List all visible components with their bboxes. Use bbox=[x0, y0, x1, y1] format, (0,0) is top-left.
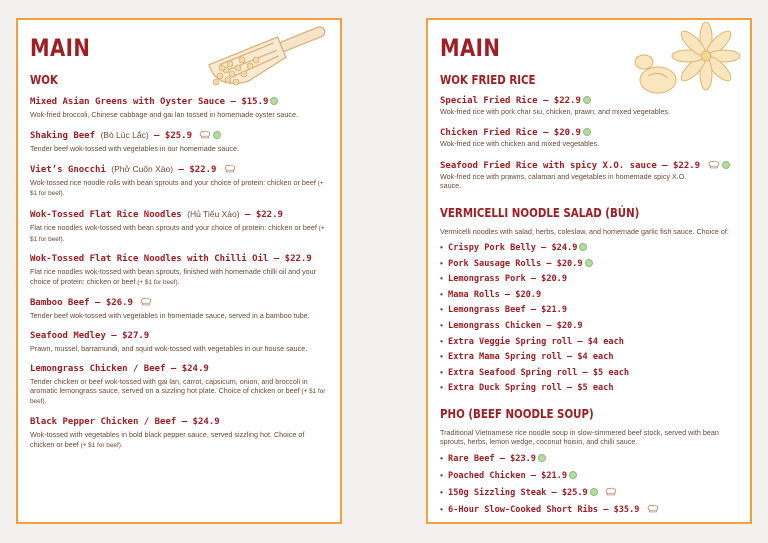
list-item-label: Extra Duck Spring roll – $5 each bbox=[448, 383, 614, 394]
list-item bbox=[440, 484, 738, 501]
list-item bbox=[440, 271, 738, 287]
list-item bbox=[440, 365, 738, 381]
chef-hat-icon bbox=[224, 164, 236, 173]
list-item-label: Mama Rolls – $20.9 bbox=[448, 289, 542, 300]
item-name: Bamboo Beef – $26.9 bbox=[30, 297, 133, 308]
list-item bbox=[440, 302, 738, 318]
list-item bbox=[440, 256, 738, 272]
section-title-vermicelli: VERMICELLI NOODLE SALAD (BÚN) bbox=[440, 204, 640, 220]
chef-hat-icon bbox=[708, 160, 720, 169]
item-name: Wok-Tossed Flat Rice Noodles bbox=[30, 210, 182, 221]
list-item bbox=[440, 501, 738, 518]
menu-item bbox=[30, 129, 328, 153]
list-item-label: Poached Chicken – $21.9 bbox=[448, 470, 568, 481]
menu-item bbox=[30, 416, 328, 450]
list-item bbox=[440, 287, 738, 303]
item-description: Flat rice noodles wok-tossed with bean sprouts, finished with homemade chilli oil and your choice of protein: chicken or beef bbox=[30, 267, 317, 286]
item-name: Black Pepper Chicken / Beef – $24.9 bbox=[30, 417, 220, 428]
item-price: – $22.9 bbox=[239, 210, 283, 221]
list-item-label: Lemongrass Beef – $21.9 bbox=[448, 305, 568, 316]
item-vietnamese-name: (Hủ Tiếu Xào) bbox=[187, 209, 240, 220]
item-description: Wok-fried rice with chicken and mixed vegetables. bbox=[440, 139, 600, 149]
menu-page-right bbox=[426, 18, 752, 524]
item-price: – $25.9 bbox=[148, 130, 193, 141]
list-item bbox=[440, 349, 738, 365]
item-note: (+ $1 for beef). bbox=[30, 179, 324, 198]
page-title: MAIN bbox=[440, 34, 501, 62]
menu-item bbox=[440, 127, 738, 148]
menu-item bbox=[30, 163, 328, 199]
list-item bbox=[440, 318, 738, 334]
item-description: Flat rice noodles wok-tossed with bean sprouts and your choice of protein: chicken or beef bbox=[30, 223, 317, 233]
item-description: Tender beef wok-tossed with vegetables in our homemade sauce. bbox=[30, 143, 239, 153]
item-description: Tender beef wok-tossed with vegetables in homemade sauce, served in a bamboo tube. bbox=[30, 310, 310, 320]
list-item bbox=[440, 334, 738, 350]
item-name: Chicken Fried Rice – $20.9 bbox=[440, 128, 581, 139]
section-title-wok-fried-rice: WOK FRIED RICE bbox=[440, 72, 536, 87]
section-title-pho: PHO (BEEF NOODLE SOUP) bbox=[440, 405, 594, 421]
page-title: MAIN bbox=[30, 34, 91, 62]
item-description: Wok-fried rice with prawns, calamari and vegetables in homemade spicy X.O. sauce. bbox=[440, 171, 687, 191]
item-name: Special Fried Rice – $22.9 bbox=[440, 96, 581, 106]
item-name: Viet’s Gnocchi bbox=[30, 164, 106, 175]
chef-hat-icon bbox=[605, 487, 617, 496]
item-note: (+ $1 for beef). bbox=[30, 225, 325, 243]
leaf-circle-icon bbox=[583, 128, 591, 136]
leaf-circle-icon bbox=[213, 131, 221, 139]
item-description: Prawn, mussel, barramundi, and squid wok-tossed with vegetables in our house sauce. bbox=[30, 343, 308, 353]
menu-item bbox=[30, 208, 328, 244]
list-item bbox=[440, 450, 738, 467]
item-description: Tender chicken or beef wok-tossed with gai lan, carrot, capsicum, onion, and broccoli in aromatic lemongrass sauce, served on a sizzling hot plate. Choice of chicken or beef bbox=[30, 376, 308, 395]
item-description: Wok-fried broccoli, Chinese cabbage and gai lan tossed in homemade oyster sauce. bbox=[30, 110, 298, 119]
leaf-circle-icon bbox=[569, 471, 577, 479]
section-title-wok: WOK bbox=[30, 72, 58, 87]
list-item-label: Crispy Pork Belly – $24.9 bbox=[448, 243, 578, 254]
vermicelli-list bbox=[440, 240, 738, 396]
item-note: (+ $1 for beef). bbox=[135, 278, 180, 286]
item-name: Seafood Fried Rice with spicy X.O. sauce – $22.9 bbox=[440, 160, 701, 171]
leaf-circle-icon bbox=[538, 454, 546, 462]
chef-hat-icon bbox=[140, 297, 152, 306]
item-description: Wok-tossed with vegetables in bold black pepper sauce, served sizzling hot. Choice of chicken or beef bbox=[30, 430, 305, 449]
list-item-label: Rare Beef – $23.9 bbox=[448, 453, 536, 464]
list-item bbox=[440, 467, 738, 484]
leaf-circle-icon bbox=[585, 259, 593, 267]
item-vietnamese-name: (Bò Lúc Lắc) bbox=[100, 129, 149, 140]
section-intro: Traditional Vietnamese rice noodle soup in slow-simmered beef stock, served with bean sprouts, herbs, lemon wedge, coconut hoisin, and chilli sauce. bbox=[440, 427, 719, 447]
menu-page-left bbox=[16, 18, 342, 524]
item-name: Mixed Asian Greens with Oyster Sauce – $15.9 bbox=[30, 97, 269, 107]
menu-item bbox=[30, 96, 328, 119]
item-note: (+ $1 for beef). bbox=[30, 387, 326, 406]
item-price: – $22.9 bbox=[173, 164, 217, 175]
list-item-label: Extra Mama Spring roll – $4 each bbox=[448, 352, 614, 363]
list-item-label: 150g Sizzling Steak – $25.9 bbox=[448, 487, 588, 498]
list-item bbox=[440, 380, 738, 396]
pho-list bbox=[440, 450, 738, 518]
item-name: Seafood Medley – $27.9 bbox=[30, 330, 150, 341]
list-item-label: Extra Seafood Spring roll – $5 each bbox=[448, 367, 630, 378]
list-item-label: Pork Sausage Rolls – $20.9 bbox=[448, 258, 583, 269]
leaf-circle-icon bbox=[590, 488, 598, 496]
chef-hat-icon bbox=[199, 130, 211, 139]
item-vietnamese-name: (Phở Cuốn Xào) bbox=[111, 163, 174, 174]
item-name: Wok-Tossed Flat Rice Noodles with Chilli Oil – $22.9 bbox=[30, 254, 312, 265]
menu-item bbox=[440, 160, 738, 191]
menu-item bbox=[30, 363, 328, 407]
list-item bbox=[440, 240, 738, 256]
list-item-label: Lemongrass Chicken – $20.9 bbox=[448, 321, 583, 331]
item-name: Lemongrass Chicken / Beef – $24.9 bbox=[30, 363, 209, 374]
list-item-label: Extra Veggie Spring roll – $4 each bbox=[448, 336, 624, 347]
item-name: Shaking Beef bbox=[30, 130, 96, 141]
item-note: (+ $1 for beef). bbox=[78, 441, 123, 449]
leaf-circle-icon bbox=[270, 97, 278, 105]
leaf-circle-icon bbox=[583, 96, 591, 104]
item-description: Wok-fried rice with pork char siu, chicken, prawn, and mixed vegetables. bbox=[440, 107, 670, 116]
leaf-circle-icon bbox=[579, 243, 587, 251]
menu-item bbox=[30, 297, 328, 320]
item-description: Wok-tossed rice noodle rolls with bean sprouts and your choice of protein: chicken or beef bbox=[30, 177, 316, 187]
list-item-label: 6-Hour Slow-Cooked Short Ribs – $35.9 bbox=[448, 504, 640, 515]
list-item-label: Lemongrass Pork – $20.9 bbox=[448, 274, 568, 285]
menu-item bbox=[30, 330, 328, 353]
leaf-circle-icon bbox=[722, 161, 730, 169]
chef-hat-icon bbox=[647, 504, 659, 513]
menu-item bbox=[30, 253, 328, 287]
section-intro: Vermicelli noodles with salad, herbs, coleslaw, and homemade garlic fish sauce. Choice of: bbox=[440, 226, 729, 236]
